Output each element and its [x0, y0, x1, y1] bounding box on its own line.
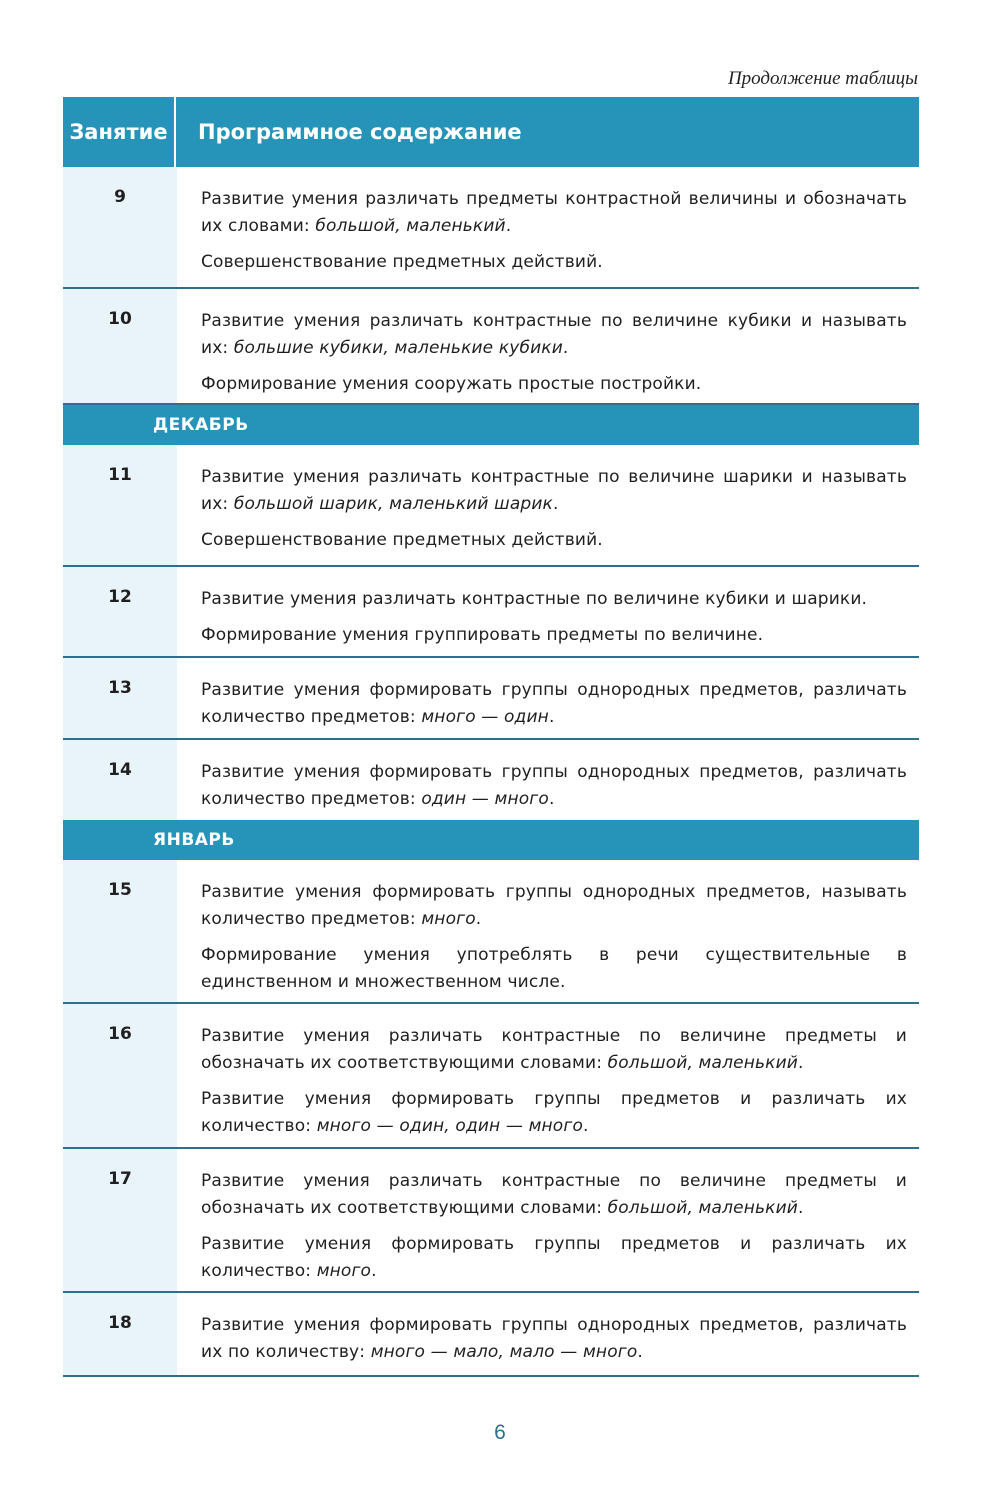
lesson-content: Развитие умения формировать группы однородных предметов, называть количество предметов: много. Формирование умения употреблять в речи существительные в единственном и множественном числе. [201, 882, 907, 992]
table-row [63, 1293, 919, 1377]
table-header [63, 97, 919, 167]
header-lesson: Занятие [63, 97, 176, 167]
table-row [63, 567, 919, 658]
lesson-number: 13 [63, 658, 177, 738]
lesson-content: Развитие умения формировать группы однородных предметов, различать их по количеству: много — мало, мало — много. [201, 1315, 907, 1362]
lesson-content: Развитие умения формировать группы однородных предметов, различать количество предметов: много — один. [201, 680, 907, 727]
lesson-content: Развитие умения различать контрастные по величине предметы и обозначать их соответствующими словами: большой, маленький. Развитие умения формировать группы предметов и различать их количество: много — один, один — много. [201, 1026, 907, 1136]
lesson-content: Развитие умения различать предметы контрастной величины и обозначать их словами: большой, маленький. Совершенствование предметных действий. [201, 189, 907, 272]
table-row [63, 860, 919, 1004]
lesson-content: Развитие умения различать контрастные по величине шарики и называть их: большой шарик, маленький шарик. Совершенствование предметных действий. [201, 467, 907, 550]
month-header-december: ДЕКАБРЬ [63, 405, 919, 445]
table-row [63, 445, 919, 567]
month-header-january: ЯНВАРЬ [63, 820, 919, 860]
lesson-number: 15 [63, 860, 177, 1002]
page-number: 6 [494, 1421, 506, 1444]
lesson-number: 14 [63, 740, 177, 820]
lesson-number: 10 [63, 289, 177, 403]
lesson-number: 12 [63, 567, 177, 656]
header-content: Программное содержание [198, 120, 522, 144]
table-row [63, 740, 919, 820]
lesson-number: 18 [63, 1293, 177, 1375]
table-row [63, 1149, 919, 1293]
lesson-number: 9 [63, 167, 177, 287]
lesson-number: 17 [63, 1149, 177, 1291]
curriculum-table [63, 97, 919, 1377]
table-row [63, 658, 919, 740]
lesson-number: 16 [63, 1004, 177, 1147]
lesson-content: Развитие умения различать контрастные по величине кубики и называть их: большие кубики, маленькие кубики. Формирование умения сооружать простые постройки. [201, 311, 907, 394]
lesson-number: 11 [63, 445, 177, 565]
lesson-content: Развитие умения различать контрастные по величине кубики и шарики. Формирование умения группировать предметы по величине. [201, 589, 868, 645]
lesson-content: Развитие умения различать контрастные по величине предметы и обозначать их соответствующими словами: большой, маленький. Развитие умения формировать группы предметов и различать их количество: много. [201, 1171, 907, 1281]
lesson-content: Развитие умения формировать группы однородных предметов, различать количество предметов: один — много. [201, 762, 907, 809]
table-row [63, 167, 919, 289]
table-continuation-caption: Продолжение таблицы [727, 68, 918, 89]
table-row [63, 1004, 919, 1149]
table-row [63, 289, 919, 405]
